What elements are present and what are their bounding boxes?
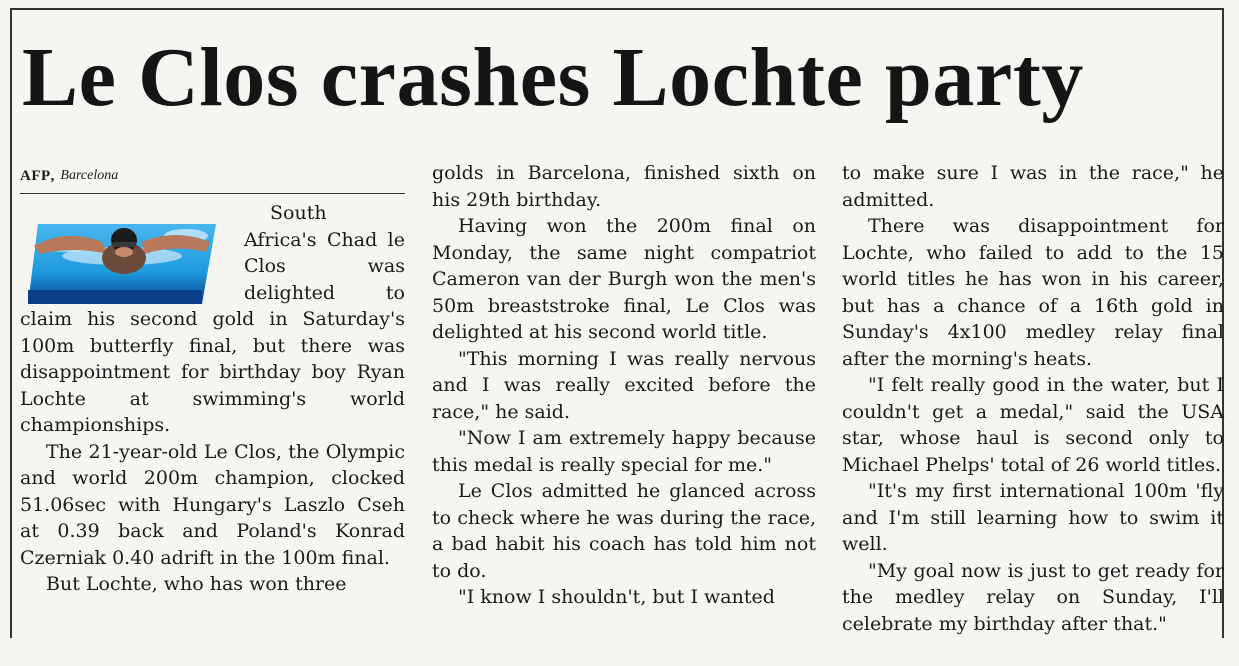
paragraph: "It's my first international 100m 'fly and I'm still learning how to swim it well. (842, 480, 1224, 555)
top-rule (10, 8, 1224, 10)
paragraph: But Lochte, who has won three (46, 573, 347, 595)
paragraph: "This morning I was really nervous and I was really excited before the race," he said. (432, 347, 816, 423)
paragraph: Le Clos admitted he glanced across to check where he was during the race, a bad habit his coach has told him not to do. (432, 480, 816, 582)
swimmer-butterfly-photo (26, 206, 226, 304)
byline (20, 160, 405, 194)
paragraph: "Now I am extremely happy because this medal is really special for me." (432, 427, 816, 476)
left-column-rule (10, 8, 12, 638)
paragraph: "I felt really good in the water, but I couldn't get a medal," said the USA star, whose haul is second only to Michael Phelps' total of 26 world titles. (842, 374, 1224, 476)
byline-agency: AFP (20, 167, 51, 184)
headline: Le Clos crashes Lochte party (22, 31, 1085, 124)
article-column-1 (20, 160, 405, 598)
paragraph: The 21-year-old Le Clos, the Olympic and world 200m champion, clocked 51.06sec with Hungary's Laszlo Cseh at 0.39 back and Poland's Konrad Czerniak 0.40 adrift in the 100m final. (20, 440, 405, 569)
paragraph: Having won the 200m final on Monday, the same night compatriot Cameron van der Burgh won the men's 50m breaststroke final, Le Clos was delighted at his second world title. (432, 215, 816, 343)
byline-place: Barcelona (60, 167, 119, 183)
swimmer-photo-graphic (26, 206, 226, 304)
byline-separator: , (50, 167, 55, 184)
article-column-2 (432, 160, 816, 611)
article-column-3 (842, 160, 1224, 637)
paragraph: "I know I shouldn't, but I wanted (458, 586, 775, 608)
paragraph: "My goal now is just to get ready for the medley relay on Sunday, I'll celebrate my birthday after that." (842, 559, 1224, 635)
paragraph: golds in Barcelona, finished sixth on his 29th birthday. (432, 162, 816, 211)
paragraph: South Africa's Chad le Clos was delighted to claim his second gold in Saturday's 100m butterfly final, but there was disappointment for birthday boy Ryan Lochte at swimming's world championships. (20, 202, 405, 436)
paragraph: to make sure I was in the race," he admitted. (842, 162, 1224, 211)
paragraph: There was disappointment for Lochte, who failed to add to the 15 world titles he has won in his career, but has a chance of a 16th gold in Sunday's 4x100 medley relay final after the morning's heats. (842, 215, 1224, 370)
